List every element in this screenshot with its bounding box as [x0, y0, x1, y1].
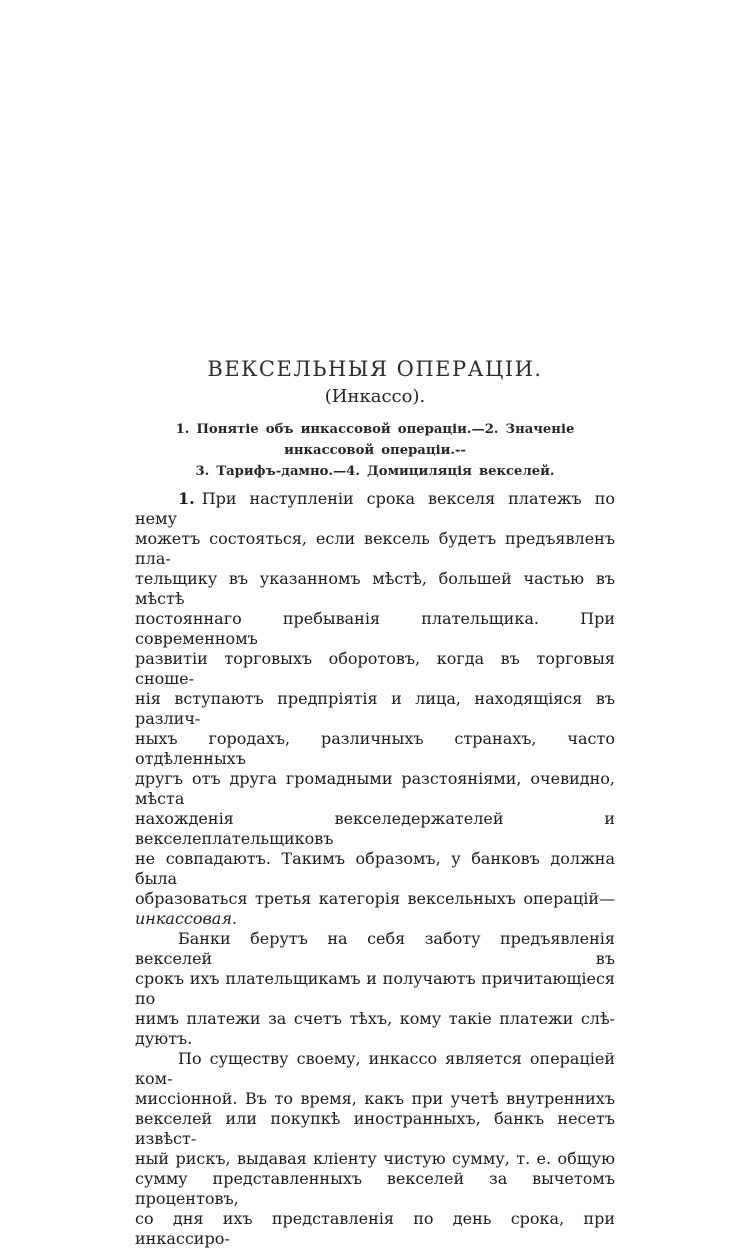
paragraph-3 — [135, 1049, 615, 1249]
text-line: со дня ихъ представленія по день срока, при инкассиро- — [135, 1209, 615, 1248]
text-line: другъ отъ друга громадными разстояніями, очевидно, мѣста — [135, 769, 615, 808]
text-line: ныхъ городахъ, различныхъ странахъ, часто отдѣленныхъ — [135, 729, 615, 768]
chapter-contents-summary — [135, 419, 615, 482]
text-line: нимъ платежи за счетъ тѣхъ, кому такіе платежи слѣ- — [135, 1009, 615, 1028]
text-line: можетъ состояться, если вексель будетъ предъявленъ пла- — [135, 529, 615, 568]
text-line: По существу своему, инкассо является операціей ком- — [135, 1049, 615, 1088]
chapter-title: ВЕКСЕЛЬНЫЯ ОПЕРАЦІИ. — [207, 357, 543, 381]
text-line: ный рискъ, выдавая кліенту чистую сумму, т. е. общую — [135, 1149, 615, 1168]
chapter-subtitle: (Инкассо). — [324, 386, 426, 407]
text-line: не совпадаютъ. Такимъ образомъ, у банковъ должна была — [135, 849, 615, 888]
text-line: Банки берутъ на себя заботу предъявленія векселей въ — [135, 929, 615, 968]
text-line-emphasis: инкассовая. — [135, 909, 238, 928]
contents-line: 3. Тарифъ-дамно.—4. Домициляція векселей. — [195, 464, 555, 479]
section-number: 1. — [178, 489, 195, 508]
paragraph-1 — [135, 489, 615, 929]
text-line — [135, 489, 615, 529]
contents-line: 1. Понятіе объ инкассовой операціи.—2. Значеніе инкассовой операціи.-- — [175, 422, 575, 458]
text-block — [135, 356, 615, 1249]
text-line: образоваться третья категорія вексельныхъ операцій— — [135, 889, 615, 908]
text-line: нія вступаютъ предпріятія и лица, находящіяся въ различ- — [135, 689, 615, 728]
text-line: тельщику въ указанномъ мѣстѣ, большей частью въ мѣстѣ — [135, 569, 615, 608]
text-line: срокъ ихъ плательщикамъ и получаютъ причитающіеся по — [135, 969, 615, 1008]
body-text — [135, 489, 615, 1249]
paragraph-2 — [135, 929, 615, 1049]
text-line: постояннаго пребыванія плательщика. При современномъ — [135, 609, 615, 648]
text-line: нахожденія векселедержателей и векселеплательщиковъ — [135, 809, 615, 848]
text-line: векселей или покупкѣ иностранныхъ, банкъ несетъ извѣст- — [135, 1109, 615, 1148]
text-line-content: При наступленіи срока векселя платежъ по нему — [135, 489, 615, 528]
text-line: сумму представленныхъ векселей за вычетомъ процентовъ, — [135, 1169, 615, 1208]
text-line: развитіи торговыхъ оборотовъ, когда въ торговыя сноше- — [135, 649, 615, 688]
text-line: миссіонной. Въ то время, какъ при учетѣ внутреннихъ — [135, 1089, 615, 1108]
text-line: дуютъ. — [135, 1029, 193, 1048]
